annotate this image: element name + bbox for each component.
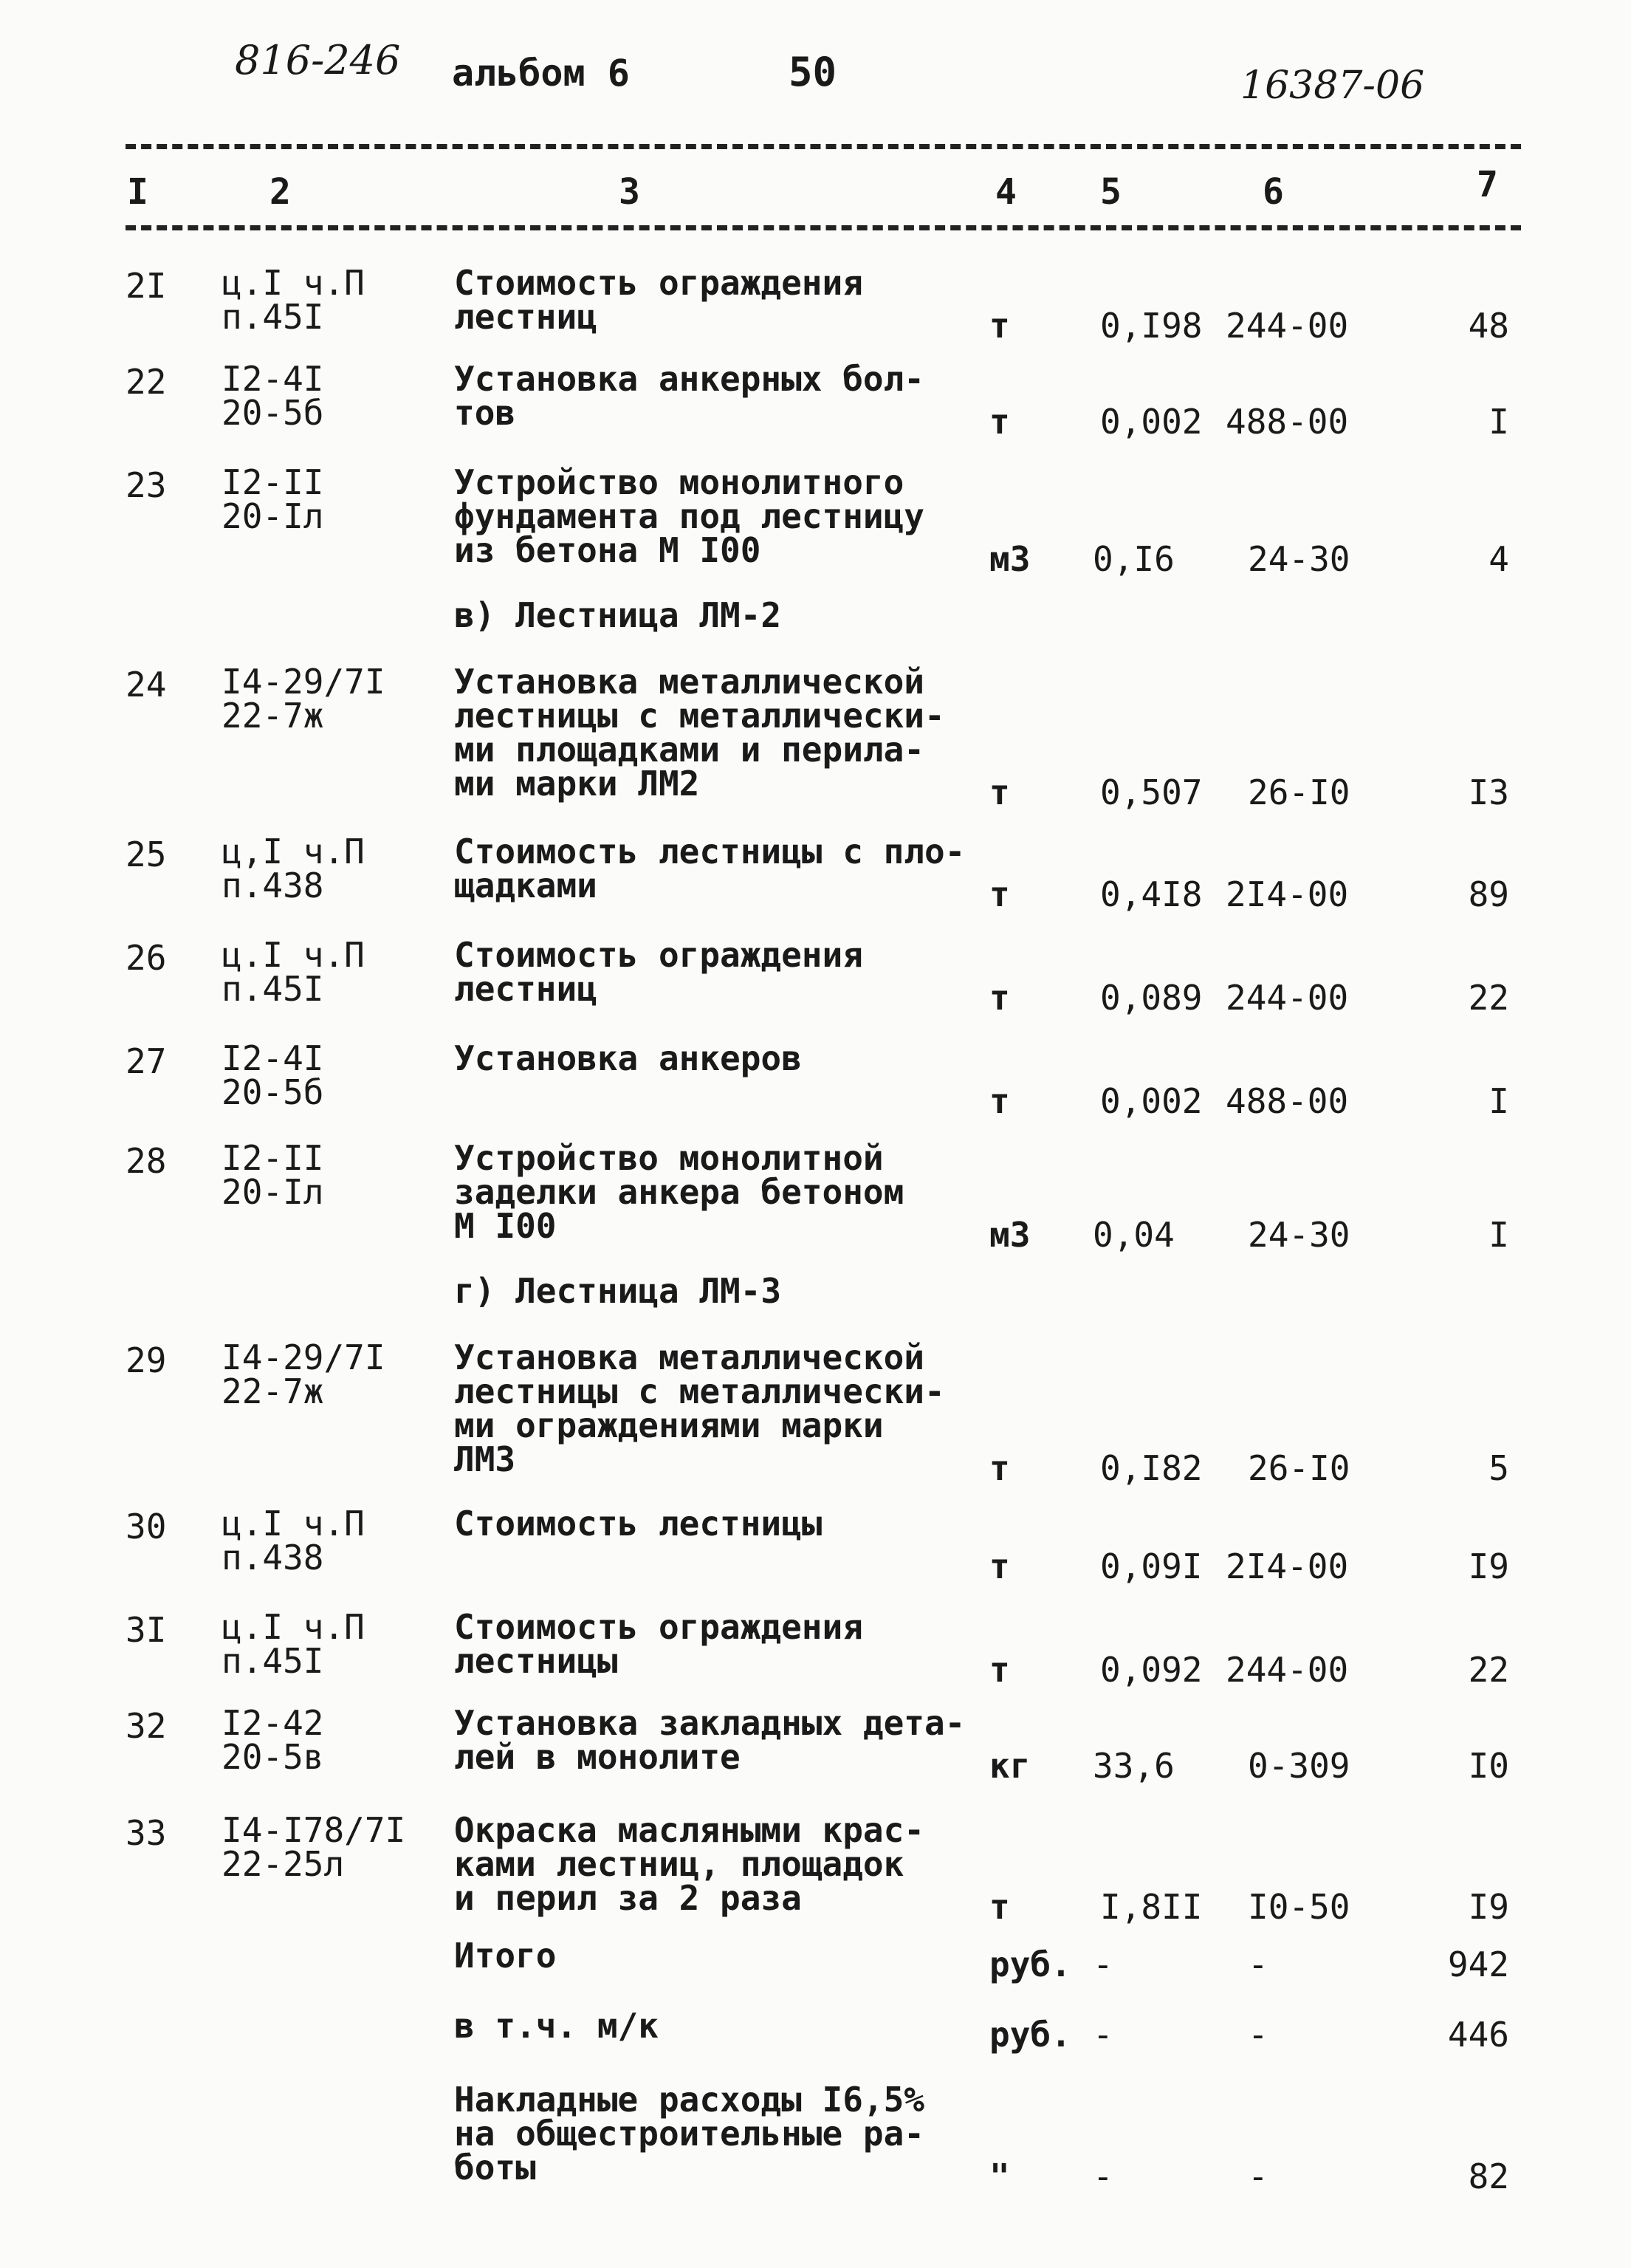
row-total: 89 bbox=[1468, 874, 1509, 914]
row-description bbox=[454, 832, 966, 905]
row-code bbox=[222, 1504, 365, 1577]
row-description-line: Установка металлической bbox=[454, 1337, 924, 1377]
total-unit: руб. bbox=[989, 2015, 1071, 2055]
row-description bbox=[454, 1703, 966, 1777]
total-unit: " bbox=[989, 2156, 1010, 2196]
row-price: 24-30 bbox=[1248, 539, 1350, 579]
row-description bbox=[454, 1607, 863, 1681]
row-description-line: Окраска масляными крас- bbox=[454, 1810, 924, 1850]
row-quantity: 0,4I8 bbox=[1100, 874, 1203, 914]
row-code bbox=[222, 1138, 324, 1212]
row-description-line: М I00 bbox=[454, 1206, 557, 1246]
row-quantity: 0,002 bbox=[1100, 402, 1203, 442]
row-price: 488-00 bbox=[1226, 1081, 1349, 1121]
row-price: 488-00 bbox=[1226, 402, 1349, 442]
row-code bbox=[222, 832, 365, 905]
row-description-line: лей в монолите bbox=[454, 1737, 741, 1777]
column-header-2: 2 bbox=[269, 171, 291, 213]
row-code-line: ц.I ч.П bbox=[222, 263, 365, 303]
row-description bbox=[454, 1810, 924, 1918]
row-quantity: 0,I6 bbox=[1093, 539, 1175, 579]
row-description-line: из бетона М I00 bbox=[454, 530, 761, 570]
row-number: 27 bbox=[126, 1041, 167, 1081]
row-total: I0 bbox=[1468, 1746, 1509, 1786]
row-total: 4 bbox=[1488, 539, 1509, 579]
row-code bbox=[222, 935, 365, 1009]
row-price: 24-30 bbox=[1248, 1215, 1350, 1255]
row-quantity: 0,I98 bbox=[1100, 306, 1203, 346]
row-description-line: щадками bbox=[454, 866, 597, 905]
row-description-line: Стоимость лестницы bbox=[454, 1504, 823, 1544]
top-rule bbox=[126, 144, 1521, 149]
row-total: I9 bbox=[1468, 1546, 1509, 1586]
row-code bbox=[222, 1038, 324, 1112]
section-heading: г) Лестница ЛМ-3 bbox=[454, 1271, 782, 1311]
row-price: 26-I0 bbox=[1248, 1448, 1350, 1488]
column-header-7: 7 bbox=[1477, 164, 1498, 205]
row-code-line: 22-7ж bbox=[222, 1371, 324, 1411]
column-header-4: 4 bbox=[995, 171, 1017, 213]
row-description-line: Установка анкеров bbox=[454, 1038, 802, 1078]
row-code bbox=[222, 1607, 365, 1681]
total-price: - bbox=[1248, 2015, 1268, 2055]
row-quantity: 0,507 bbox=[1100, 772, 1203, 812]
row-code-line: п.45I bbox=[222, 1641, 324, 1681]
row-description bbox=[454, 1138, 904, 1246]
row-unit: м3 bbox=[989, 1215, 1031, 1255]
row-number: 32 bbox=[126, 1706, 167, 1746]
row-code-line: п.438 bbox=[222, 866, 324, 905]
row-unit: кг bbox=[989, 1746, 1031, 1786]
row-quantity: 0,I82 bbox=[1100, 1448, 1203, 1488]
row-code bbox=[222, 1337, 385, 1411]
row-code-line: I2-42 bbox=[222, 1703, 324, 1743]
row-total: I9 bbox=[1468, 1887, 1509, 1927]
row-number: 2I bbox=[126, 266, 167, 306]
total-total: 942 bbox=[1447, 1945, 1509, 1984]
row-description-line: Установка анкерных бол- bbox=[454, 359, 924, 399]
row-unit: т bbox=[989, 1448, 1010, 1488]
row-code-line: I2-II bbox=[222, 462, 324, 502]
row-code bbox=[222, 359, 324, 433]
row-quantity: 0,092 bbox=[1100, 1650, 1203, 1690]
row-description-line: лестницы с металлически- bbox=[454, 696, 945, 736]
header-rule bbox=[126, 225, 1521, 230]
row-code-line: 22-25л bbox=[222, 1844, 345, 1884]
section-heading: в) Лестница ЛМ-2 bbox=[454, 595, 782, 635]
row-description-line: Стоимость ограждения bbox=[454, 1607, 863, 1647]
row-description-line: Установка металлической bbox=[454, 662, 924, 702]
row-description bbox=[454, 662, 945, 804]
row-code-line: 20-5в bbox=[222, 1737, 324, 1777]
row-code-line: 20-5б bbox=[222, 393, 324, 433]
row-description-line: Установка закладных дета- bbox=[454, 1703, 966, 1743]
row-description-line: лестницы bbox=[454, 1641, 618, 1681]
row-price: 244-00 bbox=[1226, 978, 1349, 1018]
total-quantity: - bbox=[1093, 2156, 1113, 2196]
row-total: I bbox=[1488, 1081, 1509, 1121]
total-label bbox=[454, 1936, 557, 1976]
row-number: 28 bbox=[126, 1141, 167, 1181]
row-number: 25 bbox=[126, 835, 167, 874]
row-unit: т bbox=[989, 1081, 1010, 1121]
row-code bbox=[222, 1703, 324, 1777]
column-header-3: 3 bbox=[619, 171, 640, 213]
right-code: 16387-06 bbox=[1240, 64, 1425, 108]
row-description-line: заделки анкера бетоном bbox=[454, 1172, 904, 1212]
row-code-line: I2-4I bbox=[222, 1038, 324, 1078]
row-quantity: 0,089 bbox=[1100, 978, 1203, 1018]
row-unit: т bbox=[989, 1650, 1010, 1690]
row-total: 22 bbox=[1468, 978, 1509, 1018]
row-code-line: ц,I ч.П bbox=[222, 832, 365, 871]
row-unit: т bbox=[989, 874, 1010, 914]
row-code-line: 20-5б bbox=[222, 1072, 324, 1112]
row-total: I bbox=[1488, 402, 1509, 442]
row-price: I0-50 bbox=[1248, 1887, 1350, 1927]
row-total: 22 bbox=[1468, 1650, 1509, 1690]
row-number: 22 bbox=[126, 362, 167, 402]
row-description-line: ми площадками и перила- bbox=[454, 730, 924, 770]
row-description bbox=[454, 263, 863, 337]
row-number: 23 bbox=[126, 465, 167, 505]
row-quantity: I,8II bbox=[1100, 1887, 1203, 1927]
total-price: - bbox=[1248, 2156, 1268, 2196]
row-number: 30 bbox=[126, 1507, 167, 1546]
row-code-line: ц.I ч.П bbox=[222, 1607, 365, 1647]
total-label-line: Накладные расходы I6,5% bbox=[454, 2080, 924, 2120]
column-header-1: I bbox=[127, 171, 148, 213]
row-code-line: I4-I78/7I bbox=[222, 1810, 406, 1850]
row-unit: т bbox=[989, 1546, 1010, 1586]
row-code bbox=[222, 462, 324, 536]
column-header-5: 5 bbox=[1100, 171, 1122, 213]
row-unit: т bbox=[989, 402, 1010, 442]
row-description-line: Устройство монолитной bbox=[454, 1138, 884, 1178]
row-code-line: п.45I bbox=[222, 297, 324, 337]
row-quantity: 33,6 bbox=[1093, 1746, 1175, 1786]
row-code-line: ц.I ч.П bbox=[222, 935, 365, 975]
row-price: 26-I0 bbox=[1248, 772, 1350, 812]
page-number: 50 bbox=[789, 49, 837, 95]
row-description-line: лестниц bbox=[454, 297, 597, 337]
row-code-line: I4-29/7I bbox=[222, 1337, 385, 1377]
row-unit: т bbox=[989, 1887, 1010, 1927]
row-code-line: 20-Iл bbox=[222, 496, 324, 536]
row-unit: т bbox=[989, 772, 1010, 812]
total-label bbox=[454, 2080, 924, 2188]
row-description-line: лестницы с металлически- bbox=[454, 1371, 945, 1411]
row-code-line: ц.I ч.П bbox=[222, 1504, 365, 1544]
album-label: альбом 6 bbox=[452, 52, 630, 95]
total-label-line: в т.ч. м/к bbox=[454, 2006, 659, 2046]
column-header-6: 6 bbox=[1263, 171, 1284, 213]
row-description-line: Стоимость ограждения bbox=[454, 263, 863, 303]
total-total: 446 bbox=[1447, 2015, 1509, 2055]
total-label-line: Итого bbox=[454, 1936, 557, 1976]
row-total: I bbox=[1488, 1215, 1509, 1255]
row-price: 2I4-00 bbox=[1226, 1546, 1349, 1586]
row-description-line: лестниц bbox=[454, 969, 597, 1009]
total-label-line: боты bbox=[454, 2148, 536, 2188]
row-description bbox=[454, 935, 863, 1009]
row-price: 244-00 bbox=[1226, 1650, 1349, 1690]
row-code bbox=[222, 1810, 406, 1884]
row-code bbox=[222, 263, 365, 337]
row-code-line: I4-29/7I bbox=[222, 662, 385, 702]
row-price: 244-00 bbox=[1226, 306, 1349, 346]
row-description bbox=[454, 1337, 945, 1479]
row-description bbox=[454, 1504, 823, 1544]
row-unit: м3 bbox=[989, 539, 1031, 579]
total-quantity: - bbox=[1093, 2015, 1113, 2055]
row-code-line: п.45I bbox=[222, 969, 324, 1009]
row-description-line: Стоимость лестницы с пло- bbox=[454, 832, 966, 871]
row-code bbox=[222, 662, 385, 736]
row-total: 48 bbox=[1468, 306, 1509, 346]
row-quantity: 0,002 bbox=[1100, 1081, 1203, 1121]
total-quantity: - bbox=[1093, 1945, 1113, 1984]
row-number: 24 bbox=[126, 665, 167, 705]
row-description-line: тов bbox=[454, 393, 516, 433]
row-description-line: ками лестниц, площадок bbox=[454, 1844, 904, 1884]
row-description bbox=[454, 1038, 802, 1078]
total-unit: руб. bbox=[989, 1945, 1071, 1984]
left-code: 816-246 bbox=[235, 37, 401, 83]
row-description-line: ЛМ3 bbox=[454, 1439, 516, 1479]
total-label-line: на общестроительные ра- bbox=[454, 2114, 924, 2154]
row-description-line: ми марки ЛМ2 bbox=[454, 764, 700, 804]
row-description bbox=[454, 462, 924, 570]
row-code-line: 22-7ж bbox=[222, 696, 324, 736]
row-description-line: ми ограждениями марки bbox=[454, 1405, 884, 1445]
row-number: 26 bbox=[126, 938, 167, 978]
total-label bbox=[454, 2006, 659, 2046]
row-description-line: и перил за 2 раза bbox=[454, 1878, 802, 1918]
row-description bbox=[454, 359, 924, 433]
row-number: 29 bbox=[126, 1340, 167, 1380]
row-price: 2I4-00 bbox=[1226, 874, 1349, 914]
row-price: 0-309 bbox=[1248, 1746, 1350, 1786]
total-total: 82 bbox=[1468, 2156, 1509, 2196]
row-unit: т bbox=[989, 306, 1010, 346]
total-price: - bbox=[1248, 1945, 1268, 1984]
row-quantity: 0,04 bbox=[1093, 1215, 1175, 1255]
row-code-line: п.438 bbox=[222, 1538, 324, 1577]
row-number: 3I bbox=[126, 1610, 167, 1650]
row-unit: т bbox=[989, 978, 1010, 1018]
row-description-line: фундамента под лестницу bbox=[454, 496, 924, 536]
row-total: I3 bbox=[1468, 772, 1509, 812]
row-quantity: 0,09I bbox=[1100, 1546, 1203, 1586]
row-code-line: I2-4I bbox=[222, 359, 324, 399]
row-code-line: 20-Iл bbox=[222, 1172, 324, 1212]
row-description-line: Устройство монолитного bbox=[454, 462, 904, 502]
row-total: 5 bbox=[1488, 1448, 1509, 1488]
row-code-line: I2-II bbox=[222, 1138, 324, 1178]
row-number: 33 bbox=[126, 1813, 167, 1853]
row-description-line: Стоимость ограждения bbox=[454, 935, 863, 975]
